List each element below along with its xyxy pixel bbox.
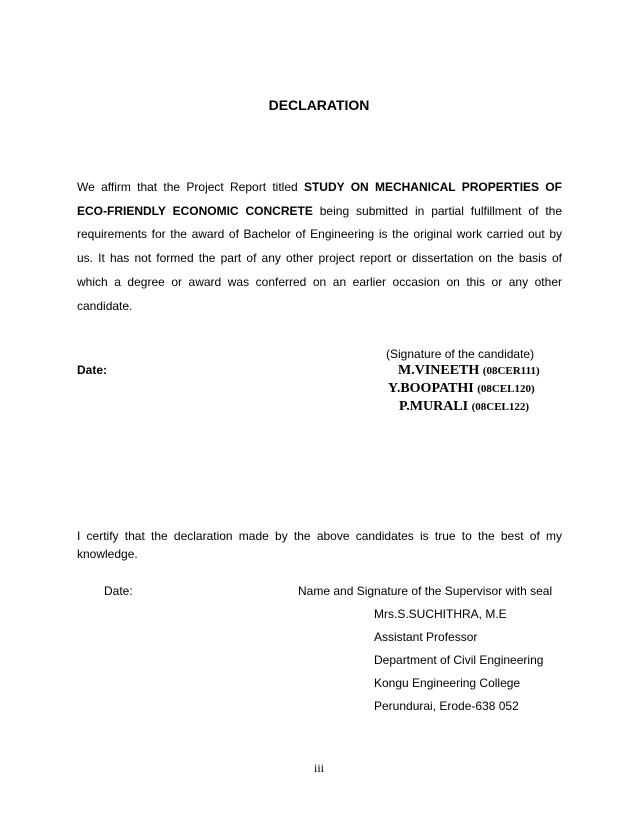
date-label: Date: [77, 363, 108, 377]
candidate-3 [399, 399, 529, 415]
candidate-2 [388, 381, 535, 397]
candidate-roll: (08CEL122) [471, 401, 530, 413]
supervisor-date-label: Date: [104, 584, 133, 598]
declaration-text-after: being submitted in partial fulfillment of the requirements for the award of Bachelor of Engineering is the original work carried out by us. It has not formed the part of any other project report or dissertation on the basis of which a degree or award was conferred on an earlier occasion on this or any other candidate. [77, 203, 562, 313]
supervisor-name: Mrs.S.SUCHITHRA, M.E [374, 607, 507, 621]
candidate-1 [398, 363, 540, 379]
supervisor-caption: Name and Signature of the Supervisor with seal [298, 584, 553, 598]
candidate-roll: (08CER111) [482, 365, 540, 377]
supervisor-address: Perundurai, Erode-638 052 [374, 699, 519, 713]
candidate-name: Y.BOOPATHI [388, 381, 474, 396]
declaration-paragraph [77, 176, 562, 318]
candidate-name: P.MURALI [399, 399, 469, 414]
project-title: STUDY ON MECHANICAL PROPERTIES OF ECO-FRIENDLY ECONOMIC CONCRETE [77, 180, 562, 218]
supervisor-department: Department of Civil Engineering [374, 653, 544, 667]
certification-paragraph: I certify that the declaration made by the above candidates is true to the best of my knowledge. [77, 529, 562, 561]
supervisor-designation: Assistant Professor [374, 630, 478, 644]
page-number: iii [313, 761, 324, 775]
candidate-roll: (08CEL120) [477, 383, 535, 395]
signature-caption: (Signature of the candidate) [386, 347, 535, 361]
supervisor-college: Kongu Engineering College [374, 676, 521, 690]
declaration-text-before: We affirm that the Project Report titled [77, 180, 304, 194]
page-title: DECLARATION [268, 97, 370, 113]
candidate-name: M.VINEETH [398, 363, 480, 378]
